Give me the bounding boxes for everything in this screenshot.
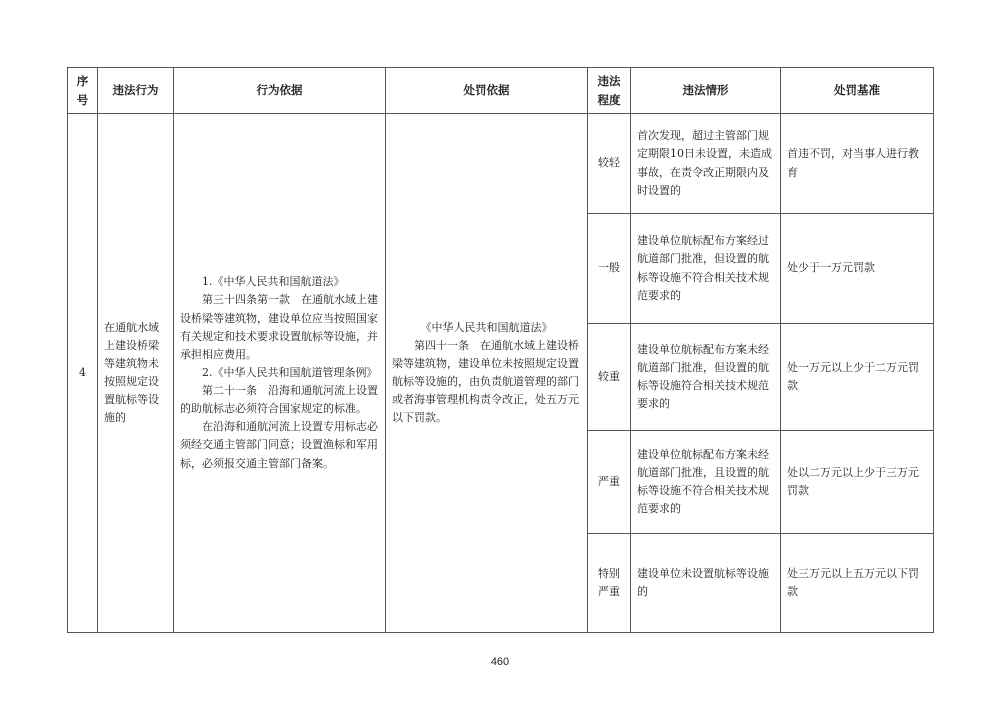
penalty-table	[67, 67, 934, 633]
standard-cell	[781, 114, 934, 214]
circumstance-cell	[631, 324, 781, 431]
circumstance-cell	[631, 214, 781, 324]
standard-cell	[781, 214, 934, 324]
circumstance-text: 建设单位航标配布方案未经航道部门批准，且设置的航标等设施不符合相关技术规范要求的	[637, 447, 769, 516]
header-basis: 行为依据	[174, 68, 386, 114]
violation-cell	[98, 114, 174, 633]
basis-law2-text1: 第二十一条 沿海和通航河流上设置的助航标志必须符合国家规定的标准。	[180, 384, 378, 416]
basis-cell	[174, 114, 386, 633]
header-standard: 处罚基准	[781, 68, 934, 114]
circumstance-text: 建设单位航标配布方案未经航道部门批准，但设置的航标等设施符合相关技术规范要求的	[637, 342, 769, 411]
circumstance-cell	[631, 534, 781, 633]
penalty-basis-text: 第四十一条 在通航水域上建设桥梁等建筑物，建设单位未按照规定设置航标等设施的，由负责航道管理的部门或者海事管理机构责令改正，处五万元以下罚款。	[392, 338, 579, 425]
basis-law2-title: 2.《中华人民共和国航道管理条例》	[202, 365, 378, 379]
basis-law1-text: 第三十四条第一款 在通航水域上建设桥梁等建筑物，建设单位应当按照国家有关规定和技术要求设置航标等设施，并承担相应费用。	[180, 293, 378, 361]
basis-law2-text2: 在沿海和通航河流上设置专用标志必须经交通主管部门同意；设置渔标和军用标，必须报交通主管部门备案。	[180, 420, 378, 470]
circumstance-cell	[631, 114, 781, 214]
degree-cell: 严重	[588, 431, 631, 534]
standard-text: 处三万元以上五万元以下罚款	[787, 566, 919, 598]
standard-text: 处以二万元以上少于三万元罚款	[787, 465, 919, 497]
degree-cell: 较重	[588, 324, 631, 431]
penalty-basis-cell	[386, 114, 588, 633]
circumstance-cell	[631, 431, 781, 534]
row-seq: 4	[68, 114, 98, 633]
page-number: 460	[490, 656, 510, 668]
header-degree: 违法程度	[588, 68, 631, 114]
circumstance-text: 首次发现，超过主管部门规定期限10日未设置，未造成事故，在责令改正期限内及时设置的	[637, 129, 772, 197]
header-violation: 违法行为	[98, 68, 174, 114]
standard-text: 首违不罚，对当事人进行教育	[787, 147, 919, 179]
standard-cell	[781, 431, 934, 534]
degree-cell: 一般	[588, 214, 631, 324]
degree-cell	[588, 534, 631, 633]
circumstance-text: 建设单位未设置航标等设施的	[637, 566, 769, 598]
violation-text: 在通航水域上建设桥梁等建筑物未按照规定设置航标等设施的	[104, 320, 159, 425]
header-circumstance: 违法情形	[631, 68, 781, 114]
header-seq: 序号	[68, 68, 98, 114]
standard-cell	[781, 534, 934, 633]
standard-text: 处一万元以上少于二万元罚款	[787, 360, 919, 392]
circumstance-text: 建设单位航标配布方案经过航道部门批准，但设置的航标等设施不符合相关技术规范要求的	[637, 234, 769, 302]
table-row	[68, 114, 934, 214]
header-penalty-basis: 处罚依据	[386, 68, 588, 114]
table-header-row	[68, 68, 934, 114]
standard-cell	[781, 324, 934, 431]
penalty-basis-title: 《中华人民共和国航道法》	[420, 320, 553, 334]
standard-text: 处少于一万元罚款	[787, 261, 875, 275]
degree-text: 特别严重	[598, 566, 620, 598]
basis-law1-title: 1.《中华人民共和国航道法》	[202, 275, 345, 289]
degree-cell: 较轻	[588, 114, 631, 214]
